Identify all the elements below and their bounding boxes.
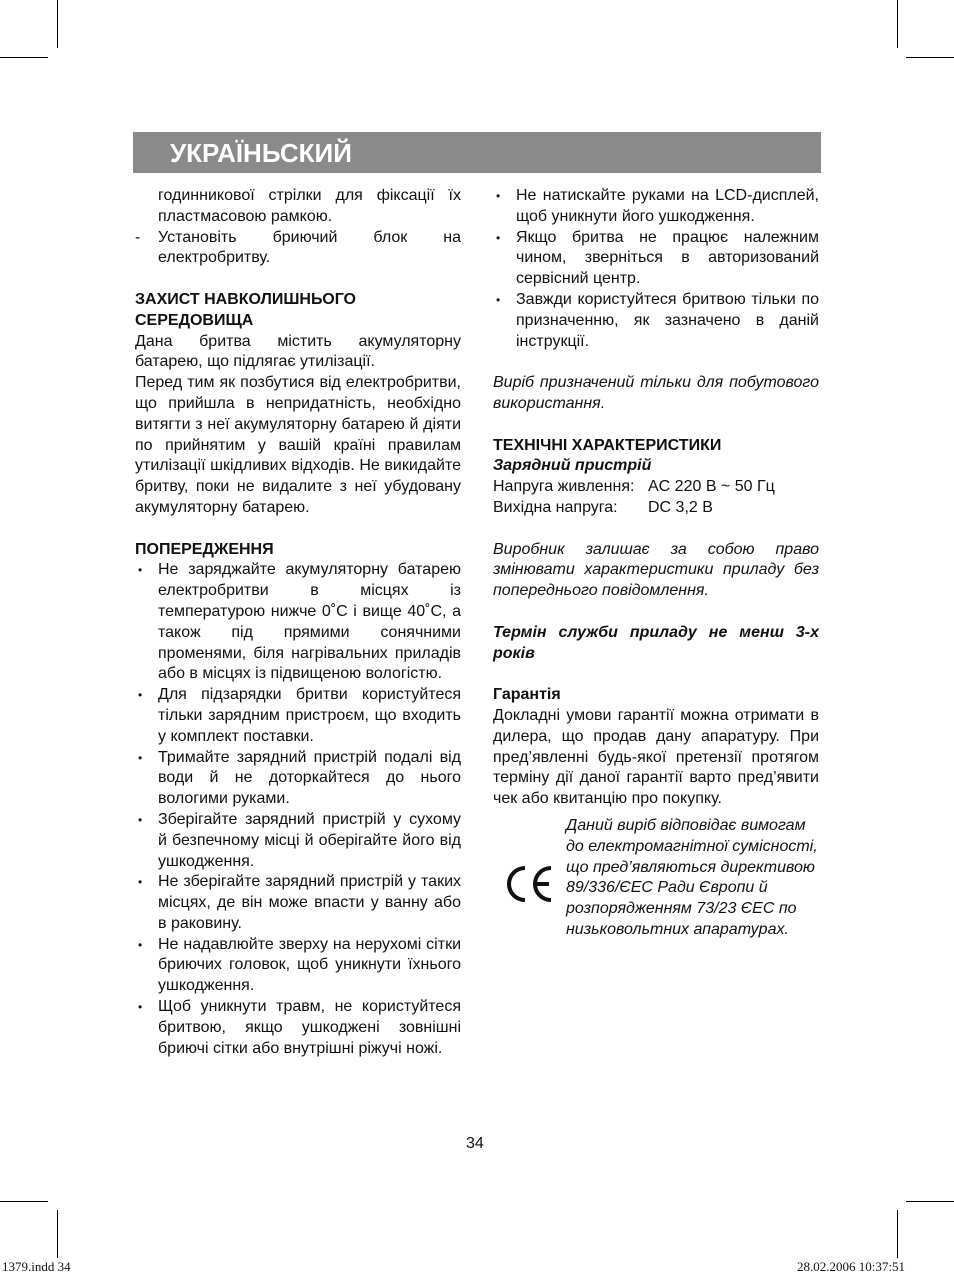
bullet-icon: • [138,1000,143,1015]
crop-mark [0,1201,48,1202]
spec-label: Вихідна напруга: [493,498,618,516]
section-banner [133,132,821,173]
left-column [135,186,461,1059]
bullet-icon: • [496,230,501,245]
ce-mark-icon [503,864,555,904]
bullet-icon: • [138,563,143,578]
warning-text: Не надавлюйте зверху на нерухомі сітки бриючих головок, щоб уникнути їхнього ушкодження. [158,935,461,995]
warning-text: Якщо бритва не працює належним чином, зверніться в авторизований сервісний центр. [516,228,819,288]
bullet-icon: • [138,937,143,952]
manufacturer-note: Виробник залишає за собою право змінювати характеристики приладу без попереднього повідомлення. [493,540,819,600]
env-heading-line-1: ЗАХИСТ НАВКОЛИШНЬОГО [135,290,356,308]
list-item [493,186,819,228]
spec-value: AC 220 В ~ 50 Гц [648,478,775,496]
crop-mark [906,1201,954,1202]
page-number: 34 [466,1135,484,1152]
crop-mark [906,57,954,58]
service-life: Термін служби приладу не менш 3-х років [493,623,819,662]
charger-heading: Зарядний пристрій [493,457,652,475]
list-item [135,228,461,270]
warning-text: Для підзарядки бритви користуйтеся тільки зарядним пристроєм, що входить у комплект поставки. [158,686,461,745]
warning-text: Щоб уникнути травм, не користуйтеся бритвою, якщо ушкоджені зовнішні бриючі сітки або внутрішні ріжучі ножі. [158,998,461,1057]
bullet-icon: • [496,292,501,307]
page-title: УКРАЇНЬСКИЙ [170,138,352,168]
list-item [135,872,461,934]
crop-mark [57,1210,58,1258]
dash-marker: - [135,228,141,246]
env-paragraph-2: Перед тим як позбутися від електробритви, що прийшла в непридатність, необхідно витягти з неї акумуляторну батарею й діяти по прийнятим у вашій країні правилам утилізації шкідливих відходів. Не викидайте бритву, поки не видалите з неї убудовану акумуляторну батарею. [135,374,461,516]
list-item [135,748,461,810]
env-paragraph-1: Дана бритва містить акумуляторну батарею, що підлягає утилізації. [135,332,461,371]
slug-file: 1379.indd 34 [2,1259,71,1274]
ce-block [493,816,819,966]
bullet-icon: • [138,750,143,765]
right-column [493,186,819,966]
env-heading-line-2: СЕРЕДОВИЩА [135,311,254,329]
crop-mark [897,1210,898,1258]
spec-row-output [493,498,819,519]
list-item [493,290,819,352]
bullet-icon: • [138,688,143,703]
warning-text: Не натискайте руками на LCD-дисплей, щоб уникнути його ушкодження. [516,187,819,225]
spec-value: DC 3,2 В [648,498,713,516]
list-item [493,228,819,290]
slug-date: 28.02.2006 10:37:51 [797,1259,905,1274]
warning-text: Зберігайте зарядний пристрій у сухому й безпечному місці й оберігайте його від ушкодження. [158,810,461,870]
bullet-icon: • [496,189,501,203]
crop-mark [897,0,898,48]
ce-compliance-text: Даний виріб відповідає вимогам до електромагнітної сумісності, що пред’являються директивою 89/336/ЄЕС Ради Європи й розпорядженням 73/23 ЄЕС по низьковольтних апаратурах. [566,816,818,938]
spec-row-supply [493,477,819,498]
list-item [135,685,461,747]
spec-label: Напруга живлення: [493,478,635,496]
bullet-icon: • [138,875,143,890]
intro-continuation: годинникової стрілки для фіксації їх пластмасовою рамкою. [158,187,461,225]
env-heading [135,290,461,332]
warning-text: Не заряджайте акумуляторну батарею електробритви в місцях із температурою нижче 0˚С і вище 40˚С, а також під прямими сонячними променями, біля нагрівальних приладів або в місцях із підвищеною вологістю. [158,561,461,683]
crop-mark [0,57,48,58]
list-item [135,560,461,685]
list-item [135,935,461,997]
warning-text: Тримайте зарядний пристрій подалі від води й не доторкайтеся до нього вологими руками. [158,748,461,808]
specs-heading: ТЕХНІЧНІ ХАРАКТЕРИСТИКИ [493,436,722,454]
install-step-text: Установіть бриючий блок на електробритву. [158,228,461,267]
warning-text: Не зберігайте зарядний пристрій у таких місцях, де він може впасти у ванну або в раковину. [158,873,461,932]
bullet-icon: • [138,812,143,827]
warning-text: Завжди користуйтеся бритвою тільки по призначенню, як зазначено в даній інструкції. [516,290,819,350]
crop-mark [57,0,58,48]
warnings-heading: ПОПЕРЕДЖЕННЯ [135,540,274,558]
household-note: Виріб призначений тільки для побутового використання. [493,374,819,412]
list-item [135,810,461,872]
warranty-heading: Гарантія [493,686,561,704]
warranty-text: Докладні умови гарантії можна отримати в дилера, що продав дану апаратуру. При пред’явленні будь-якої претензії протягом терміну дії даної гарантії варто пред’явити чек або квитанцію про покупку. [493,706,819,808]
list-item [135,997,461,1059]
